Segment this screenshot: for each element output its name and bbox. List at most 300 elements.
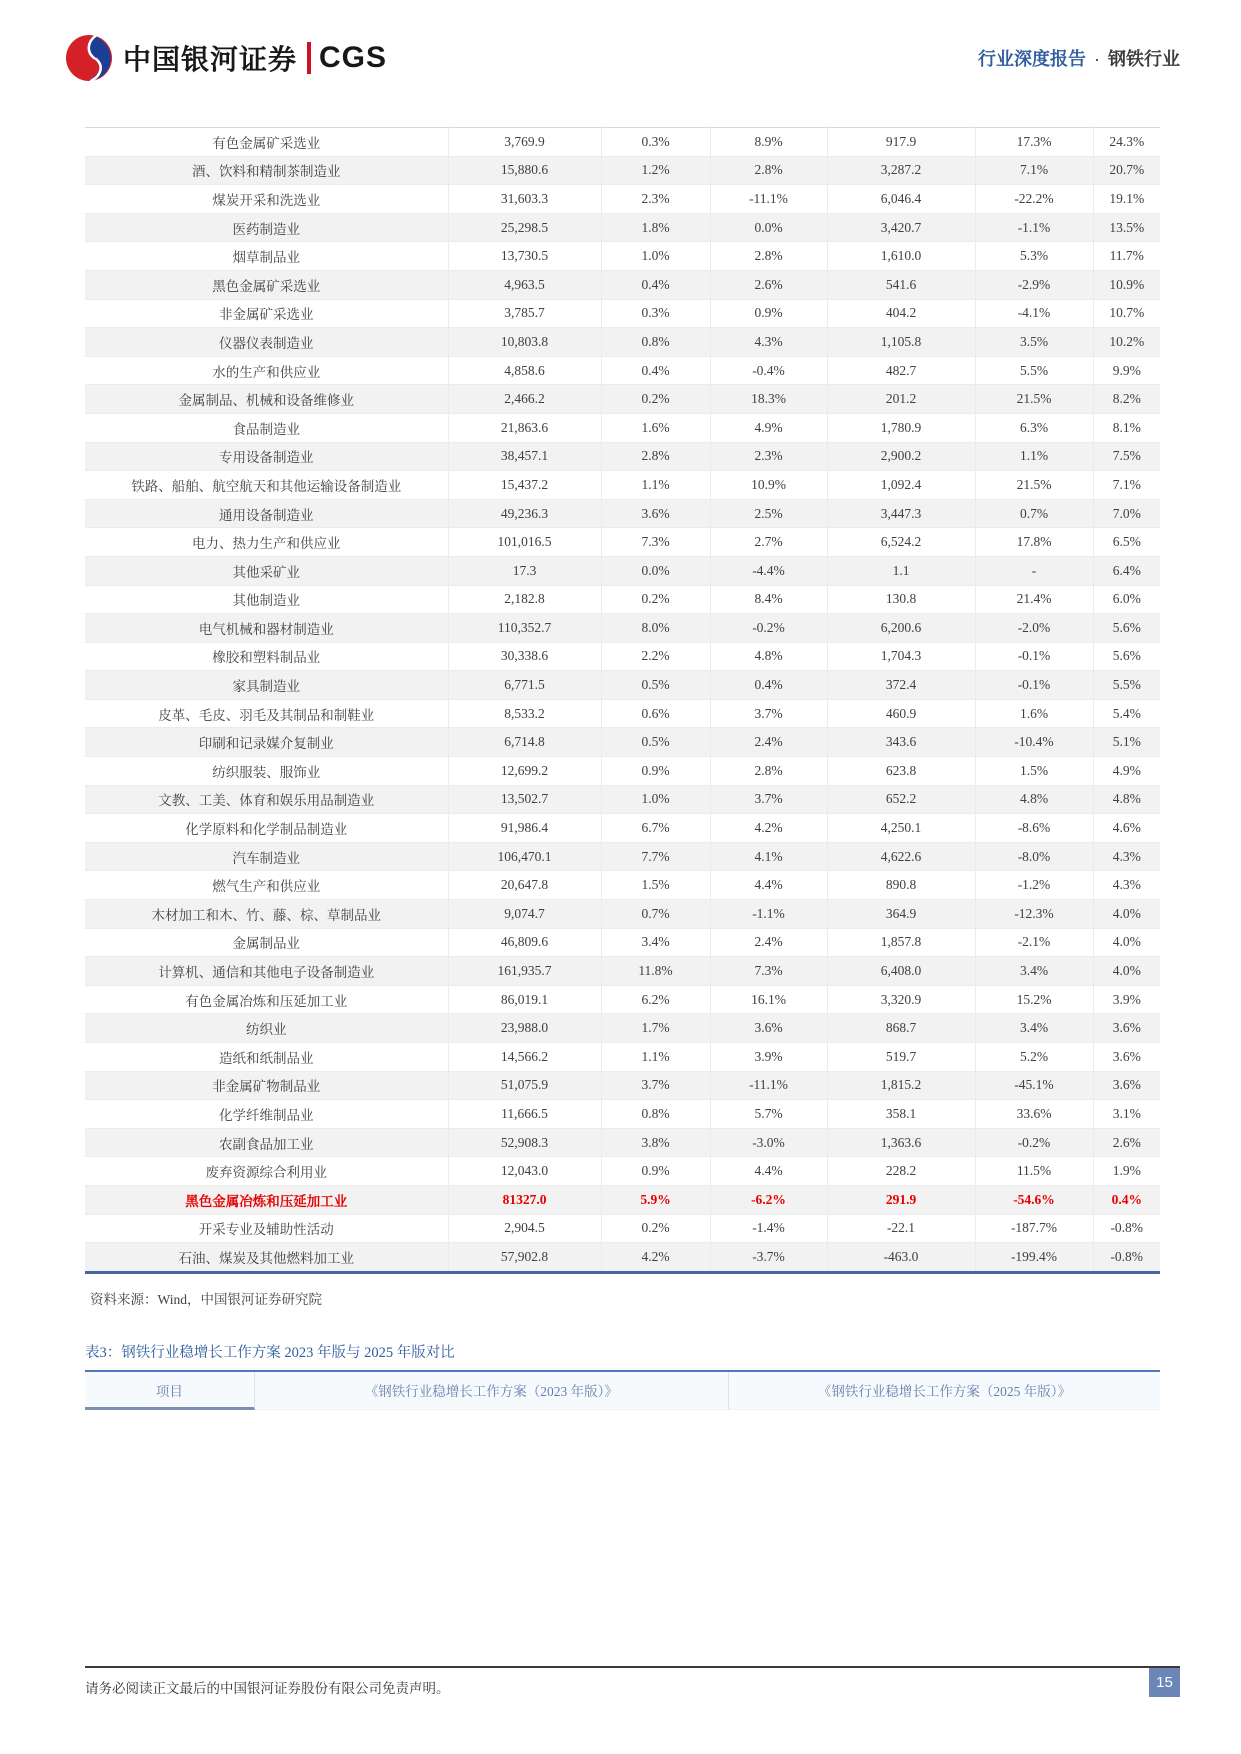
value-cell: -2.1%: [975, 928, 1093, 957]
value-cell: 0.3%: [601, 299, 710, 328]
value-cell: 358.1: [827, 1100, 975, 1129]
value-cell: 52,908.3: [448, 1128, 601, 1157]
value-cell: 0.4%: [710, 671, 827, 700]
value-cell: 1,704.3: [827, 642, 975, 671]
value-cell: 3.5%: [975, 328, 1093, 357]
value-cell: 20.7%: [1093, 156, 1160, 185]
value-cell: 868.7: [827, 1014, 975, 1043]
value-cell: 2.8%: [710, 156, 827, 185]
value-cell: 3.6%: [710, 1014, 827, 1043]
table-row: [85, 328, 1160, 357]
value-cell: 5.7%: [710, 1100, 827, 1129]
page-number-badge: 15: [1149, 1668, 1180, 1697]
industry-name-cell: 化学纤维制品业: [85, 1100, 448, 1129]
value-cell: 15,437.2: [448, 471, 601, 500]
value-cell: -1.4%: [710, 1214, 827, 1243]
value-cell: 21.5%: [975, 471, 1093, 500]
value-cell: -45.1%: [975, 1071, 1093, 1100]
value-cell: 6.2%: [601, 985, 710, 1014]
value-cell: 3.6%: [601, 499, 710, 528]
value-cell: 2,904.5: [448, 1214, 601, 1243]
value-cell: 10.9%: [710, 471, 827, 500]
table-row: [85, 1185, 1160, 1214]
value-cell: -11.1%: [710, 185, 827, 214]
value-cell: 8.1%: [1093, 413, 1160, 442]
industry-label: 钢铁行业: [1108, 49, 1180, 69]
value-cell: 13,502.7: [448, 785, 601, 814]
value-cell: -0.4%: [710, 356, 827, 385]
value-cell: 10,803.8: [448, 328, 601, 357]
table-row: [85, 1128, 1160, 1157]
table-row: [85, 785, 1160, 814]
value-cell: -199.4%: [975, 1243, 1093, 1273]
industry-name-cell: 烟草制品业: [85, 242, 448, 271]
value-cell: -: [975, 556, 1093, 585]
value-cell: 364.9: [827, 900, 975, 929]
value-cell: 3.4%: [975, 1014, 1093, 1043]
value-cell: 8.4%: [710, 585, 827, 614]
value-cell: 0.4%: [601, 270, 710, 299]
industry-name-cell: 开采专业及辅助性活动: [85, 1214, 448, 1243]
industry-name-cell: 通用设备制造业: [85, 499, 448, 528]
value-cell: 0.2%: [601, 385, 710, 414]
value-cell: 19.1%: [1093, 185, 1160, 214]
value-cell: 130.8: [827, 585, 975, 614]
value-cell: 6,524.2: [827, 528, 975, 557]
table3-header-item: 项目: [85, 1372, 255, 1410]
value-cell: -187.7%: [975, 1214, 1093, 1243]
value-cell: 21.4%: [975, 585, 1093, 614]
value-cell: 20,647.8: [448, 871, 601, 900]
value-cell: -8.0%: [975, 842, 1093, 871]
value-cell: 3.7%: [710, 785, 827, 814]
value-cell: -12.3%: [975, 900, 1093, 929]
value-cell: -463.0: [827, 1243, 975, 1273]
value-cell: 1,610.0: [827, 242, 975, 271]
value-cell: 25,298.5: [448, 213, 601, 242]
value-cell: 0.7%: [975, 499, 1093, 528]
value-cell: 8,533.2: [448, 699, 601, 728]
value-cell: 0.2%: [601, 1214, 710, 1243]
table-row: [85, 356, 1160, 385]
value-cell: 4.9%: [1093, 757, 1160, 786]
table-row: [85, 528, 1160, 557]
value-cell: 4.6%: [1093, 814, 1160, 843]
value-cell: 1.6%: [601, 413, 710, 442]
value-cell: 7.1%: [1093, 471, 1160, 500]
table-row: [85, 242, 1160, 271]
table3-header-row: [85, 1370, 1160, 1410]
page-footer: [85, 1666, 1180, 1697]
value-cell: 21,863.6: [448, 413, 601, 442]
value-cell: -8.6%: [975, 814, 1093, 843]
value-cell: 161,935.7: [448, 957, 601, 986]
value-cell: 2,900.2: [827, 442, 975, 471]
value-cell: 4.3%: [1093, 871, 1160, 900]
table-row: [85, 1071, 1160, 1100]
value-cell: 4.0%: [1093, 900, 1160, 929]
value-cell: -0.1%: [975, 642, 1093, 671]
value-cell: 228.2: [827, 1157, 975, 1186]
galaxy-swirl-icon: [65, 34, 113, 82]
industry-name-cell: 电力、热力生产和供应业: [85, 528, 448, 557]
value-cell: 5.5%: [975, 356, 1093, 385]
value-cell: -4.1%: [975, 299, 1093, 328]
value-cell: 4.8%: [710, 642, 827, 671]
value-cell: 7.0%: [1093, 499, 1160, 528]
table-row: [85, 128, 1160, 157]
value-cell: 8.0%: [601, 614, 710, 643]
industry-name-cell: 黑色金属矿采选业: [85, 270, 448, 299]
value-cell: 30,338.6: [448, 642, 601, 671]
value-cell: 3.6%: [1093, 1071, 1160, 1100]
value-cell: 23,988.0: [448, 1014, 601, 1043]
value-cell: 2.3%: [710, 442, 827, 471]
value-cell: 3.6%: [1093, 1043, 1160, 1072]
value-cell: 4.0%: [1093, 957, 1160, 986]
value-cell: -3.7%: [710, 1243, 827, 1273]
value-cell: 2.2%: [601, 642, 710, 671]
value-cell: 291.9: [827, 1185, 975, 1214]
value-cell: 18.3%: [710, 385, 827, 414]
value-cell: 4.2%: [601, 1243, 710, 1273]
value-cell: 11.8%: [601, 957, 710, 986]
value-cell: 4,622.6: [827, 842, 975, 871]
industry-name-cell: 食品制造业: [85, 413, 448, 442]
value-cell: 4,963.5: [448, 270, 601, 299]
value-cell: 4.8%: [1093, 785, 1160, 814]
brand-name-en: CGS: [319, 41, 388, 74]
value-cell: -10.4%: [975, 728, 1093, 757]
value-cell: 7.1%: [975, 156, 1093, 185]
value-cell: 5.4%: [1093, 699, 1160, 728]
value-cell: 9,074.7: [448, 900, 601, 929]
industry-name-cell: 燃气生产和供应业: [85, 871, 448, 900]
value-cell: 6.7%: [601, 814, 710, 843]
table-row: [85, 1157, 1160, 1186]
industry-name-cell: 金属制品业: [85, 928, 448, 957]
table-row: [85, 842, 1160, 871]
value-cell: 17.3: [448, 556, 601, 585]
industry-name-cell: 有色金属冶炼和压延加工业: [85, 985, 448, 1014]
value-cell: 0.9%: [601, 1157, 710, 1186]
industry-name-cell: 水的生产和供应业: [85, 356, 448, 385]
value-cell: 1,092.4: [827, 471, 975, 500]
value-cell: 0.5%: [601, 671, 710, 700]
value-cell: 4,858.6: [448, 356, 601, 385]
table3-title: 表3：钢铁行业稳增长工作方案 2023 年版与 2025 年版对比: [85, 1345, 455, 1361]
table-row: [85, 585, 1160, 614]
value-cell: 1.1%: [975, 442, 1093, 471]
value-cell: 5.3%: [975, 242, 1093, 271]
value-cell: 5.6%: [1093, 614, 1160, 643]
value-cell: 15,880.6: [448, 156, 601, 185]
value-cell: 17.3%: [975, 128, 1093, 157]
value-cell: 0.0%: [601, 556, 710, 585]
value-cell: 1.2%: [601, 156, 710, 185]
value-cell: 1.5%: [601, 871, 710, 900]
table-row: [85, 728, 1160, 757]
value-cell: 1.5%: [975, 757, 1093, 786]
header-separator: ·: [1094, 49, 1100, 69]
industry-name-cell: 纺织业: [85, 1014, 448, 1043]
brand-logo: [65, 34, 387, 82]
industry-name-cell: 煤炭开采和洗选业: [85, 185, 448, 214]
value-cell: 31,603.3: [448, 185, 601, 214]
value-cell: 1,815.2: [827, 1071, 975, 1100]
table-row: [85, 699, 1160, 728]
value-cell: 1.9%: [1093, 1157, 1160, 1186]
value-cell: 46,809.6: [448, 928, 601, 957]
value-cell: 8.9%: [710, 128, 827, 157]
table-row: [85, 642, 1160, 671]
value-cell: 1.8%: [601, 213, 710, 242]
value-cell: 51,075.9: [448, 1071, 601, 1100]
value-cell: -54.6%: [975, 1185, 1093, 1214]
value-cell: 519.7: [827, 1043, 975, 1072]
report-header-label: [978, 45, 1180, 71]
value-cell: 623.8: [827, 757, 975, 786]
industry-name-cell: 橡胶和塑料制品业: [85, 642, 448, 671]
value-cell: 4.9%: [710, 413, 827, 442]
value-cell: -0.2%: [975, 1128, 1093, 1157]
value-cell: 6,771.5: [448, 671, 601, 700]
value-cell: 0.4%: [1093, 1185, 1160, 1214]
table-row: [85, 156, 1160, 185]
value-cell: 2.6%: [1093, 1128, 1160, 1157]
industry-name-cell: 酒、饮料和精制茶制造业: [85, 156, 448, 185]
value-cell: 3.4%: [601, 928, 710, 957]
table3-header-plan-2023: 《钢铁行业稳增长工作方案（2023 年版）》: [255, 1372, 729, 1410]
value-cell: 1.1%: [601, 471, 710, 500]
industry-name-cell: 纺织服装、服饰业: [85, 757, 448, 786]
value-cell: 8.2%: [1093, 385, 1160, 414]
value-cell: 1,780.9: [827, 413, 975, 442]
value-cell: 541.6: [827, 270, 975, 299]
table-row: [85, 900, 1160, 929]
value-cell: 2.6%: [710, 270, 827, 299]
value-cell: 21.5%: [975, 385, 1093, 414]
value-cell: 0.8%: [601, 1100, 710, 1129]
value-cell: 652.2: [827, 785, 975, 814]
value-cell: 6.3%: [975, 413, 1093, 442]
table-row: [85, 957, 1160, 986]
value-cell: 4.3%: [710, 328, 827, 357]
industry-name-cell: 家具制造业: [85, 671, 448, 700]
table-row: [85, 385, 1160, 414]
value-cell: 0.9%: [710, 299, 827, 328]
industry-name-cell: 皮革、毛皮、羽毛及其制品和制鞋业: [85, 699, 448, 728]
value-cell: 11.7%: [1093, 242, 1160, 271]
table-row: [85, 499, 1160, 528]
value-cell: 110,352.7: [448, 614, 601, 643]
value-cell: 3,785.7: [448, 299, 601, 328]
industry-name-cell: 其他制造业: [85, 585, 448, 614]
value-cell: 1.0%: [601, 785, 710, 814]
value-cell: 91,986.4: [448, 814, 601, 843]
value-cell: 0.3%: [601, 128, 710, 157]
value-cell: 86,019.1: [448, 985, 601, 1014]
value-cell: 14,566.2: [448, 1043, 601, 1072]
value-cell: 10.2%: [1093, 328, 1160, 357]
industry-name-cell: 农副食品加工业: [85, 1128, 448, 1157]
value-cell: 7.3%: [710, 957, 827, 986]
value-cell: 81327.0: [448, 1185, 601, 1214]
industry-name-cell: 仪器仪表制造业: [85, 328, 448, 357]
table-row: [85, 1214, 1160, 1243]
brand-divider: [307, 42, 311, 74]
table-row: [85, 471, 1160, 500]
value-cell: 3.4%: [975, 957, 1093, 986]
industry-name-cell: 非金属矿物制品业: [85, 1071, 448, 1100]
value-cell: -2.0%: [975, 614, 1093, 643]
value-cell: -0.2%: [710, 614, 827, 643]
value-cell: 3.9%: [710, 1043, 827, 1072]
value-cell: 4.3%: [1093, 842, 1160, 871]
value-cell: 11.5%: [975, 1157, 1093, 1186]
value-cell: 10.7%: [1093, 299, 1160, 328]
value-cell: 2.7%: [710, 528, 827, 557]
value-cell: 6.0%: [1093, 585, 1160, 614]
value-cell: 3.6%: [1093, 1014, 1160, 1043]
value-cell: 0.6%: [601, 699, 710, 728]
value-cell: 0.4%: [601, 356, 710, 385]
value-cell: 3.7%: [601, 1071, 710, 1100]
value-cell: 2.8%: [710, 757, 827, 786]
value-cell: 0.2%: [601, 585, 710, 614]
value-cell: 2.4%: [710, 728, 827, 757]
industry-name-cell: 铁路、船舶、航空航天和其他运输设备制造业: [85, 471, 448, 500]
industry-name-cell: 非金属矿采选业: [85, 299, 448, 328]
industry-name-cell: 专用设备制造业: [85, 442, 448, 471]
industry-name-cell: 黑色金属冶炼和压延加工业: [85, 1185, 448, 1214]
value-cell: 6.5%: [1093, 528, 1160, 557]
value-cell: 5.2%: [975, 1043, 1093, 1072]
value-cell: 917.9: [827, 128, 975, 157]
table-row: [85, 871, 1160, 900]
value-cell: -0.1%: [975, 671, 1093, 700]
industry-name-cell: 电气机械和器材制造业: [85, 614, 448, 643]
value-cell: 1.1: [827, 556, 975, 585]
value-cell: 3,447.3: [827, 499, 975, 528]
value-cell: 38,457.1: [448, 442, 601, 471]
value-cell: 3.9%: [1093, 985, 1160, 1014]
value-cell: -6.2%: [710, 1185, 827, 1214]
table-row: [85, 299, 1160, 328]
value-cell: 0.5%: [601, 728, 710, 757]
table3-header-plan-2025: 《钢铁行业稳增长工作方案（2025 年版）》: [729, 1372, 1160, 1410]
value-cell: 404.2: [827, 299, 975, 328]
table-row: [85, 757, 1160, 786]
value-cell: 7.3%: [601, 528, 710, 557]
value-cell: -22.2%: [975, 185, 1093, 214]
value-cell: 372.4: [827, 671, 975, 700]
value-cell: 5.1%: [1093, 728, 1160, 757]
value-cell: 1,857.8: [827, 928, 975, 957]
value-cell: 3,769.9: [448, 128, 601, 157]
value-cell: 16.1%: [710, 985, 827, 1014]
report-type-label: 行业深度报告: [978, 49, 1086, 69]
table-row: [85, 1243, 1160, 1273]
table-row: [85, 614, 1160, 643]
industry-data-table: [85, 127, 1160, 1274]
value-cell: 3,320.9: [827, 985, 975, 1014]
value-cell: 33.6%: [975, 1100, 1093, 1129]
industry-name-cell: 医药制造业: [85, 213, 448, 242]
value-cell: 1.1%: [601, 1043, 710, 1072]
value-cell: 5.5%: [1093, 671, 1160, 700]
table-row: [85, 1014, 1160, 1043]
value-cell: 2,466.2: [448, 385, 601, 414]
source-note: 资料来源：Wind，中国银河证券研究院: [90, 1292, 322, 1307]
value-cell: 201.2: [827, 385, 975, 414]
value-cell: 17.8%: [975, 528, 1093, 557]
value-cell: 890.8: [827, 871, 975, 900]
value-cell: 6,046.4: [827, 185, 975, 214]
value-cell: 12,043.0: [448, 1157, 601, 1186]
value-cell: 57,902.8: [448, 1243, 601, 1273]
value-cell: -11.1%: [710, 1071, 827, 1100]
value-cell: 6,200.6: [827, 614, 975, 643]
value-cell: 11,666.5: [448, 1100, 601, 1129]
value-cell: 5.6%: [1093, 642, 1160, 671]
industry-name-cell: 文教、工美、体育和娱乐用品制造业: [85, 785, 448, 814]
value-cell: -1.1%: [975, 213, 1093, 242]
value-cell: 9.9%: [1093, 356, 1160, 385]
table-row: [85, 1100, 1160, 1129]
page-header: [65, 34, 1180, 82]
value-cell: 343.6: [827, 728, 975, 757]
table-row: [85, 185, 1160, 214]
value-cell: 7.7%: [601, 842, 710, 871]
value-cell: 1,363.6: [827, 1128, 975, 1157]
value-cell: 4.4%: [710, 1157, 827, 1186]
disclaimer-text: 请务必阅读正文最后的中国银河证券股份有限公司免责声明。: [85, 1681, 450, 1696]
value-cell: -0.8%: [1093, 1214, 1160, 1243]
value-cell: 3.7%: [710, 699, 827, 728]
table-row: [85, 1043, 1160, 1072]
value-cell: 482.7: [827, 356, 975, 385]
value-cell: 2.8%: [601, 442, 710, 471]
table-row: [85, 671, 1160, 700]
value-cell: -4.4%: [710, 556, 827, 585]
value-cell: 12,699.2: [448, 757, 601, 786]
value-cell: 101,016.5: [448, 528, 601, 557]
value-cell: 6,408.0: [827, 957, 975, 986]
table-row: [85, 814, 1160, 843]
value-cell: 4.1%: [710, 842, 827, 871]
value-cell: -3.0%: [710, 1128, 827, 1157]
table-row: [85, 270, 1160, 299]
value-cell: 2.4%: [710, 928, 827, 957]
value-cell: 4.8%: [975, 785, 1093, 814]
industry-name-cell: 金属制品、机械和设备维修业: [85, 385, 448, 414]
value-cell: 13.5%: [1093, 213, 1160, 242]
table-row: [85, 556, 1160, 585]
industry-table-body: [85, 128, 1160, 1273]
value-cell: 13,730.5: [448, 242, 601, 271]
value-cell: 0.8%: [601, 328, 710, 357]
value-cell: 0.9%: [601, 757, 710, 786]
industry-name-cell: 石油、煤炭及其他燃料加工业: [85, 1243, 448, 1273]
value-cell: 2.5%: [710, 499, 827, 528]
value-cell: 7.5%: [1093, 442, 1160, 471]
value-cell: 15.2%: [975, 985, 1093, 1014]
industry-name-cell: 印刷和记录媒介复制业: [85, 728, 448, 757]
value-cell: 1.0%: [601, 242, 710, 271]
value-cell: -22.1: [827, 1214, 975, 1243]
industry-name-cell: 其他采矿业: [85, 556, 448, 585]
